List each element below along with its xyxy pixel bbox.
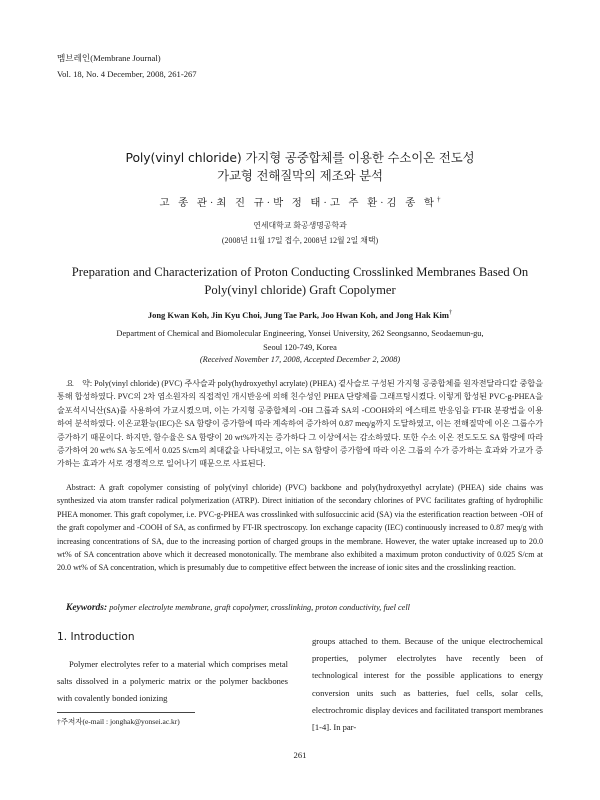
english-corresponding-mark: † <box>448 309 453 316</box>
korean-abstract <box>57 377 543 471</box>
english-title-line-2: Poly(vinyl chloride) Graft Copolymer <box>204 283 396 297</box>
english-abstract-text: A graft copolymer consisting of poly(vinyl chloride) (PVC) backbone and poly(hydroxyethyl acrylate) (PHEA) side chains was synthesized via atom transfer radical polymerization (ATRP). Direct initiation of the secondary chlorines of PVC facilitates grafting of hydrophilic PHEA monomer. This graft copolymer, i.e. PVC-g-PHEA was crosslinked with sulfosuccinic acid (SA) via the esterification reaction between -OH of the graft copolymer and -COOH of SA, as confirmed by FT-IR spectroscopy. Ion exchange capacity (IEC) continuously increased to 0.87 meq/g with increasing concentrations of SA, due to the increasing portion of charged groups in the membrane. However, the water uptake increased up to 20.0 wt% of SA concentration above which it decreased monotonically. The membrane also exhibited a maximum proton conductivity of 0.025 S/cm at 20.0 wt% of SA concentration, which is presumably due to competitive effect between the increase of ionic sites and the crosslinking reaction. <box>57 483 543 573</box>
korean-affiliation: 연세대학교 화공생명공학과 <box>253 221 347 230</box>
korean-title-line-2: 가교형 전해질막의 제조와 분석 <box>217 168 383 183</box>
received-dates: (Received November 17, 2008, Accepted December 2, 2008) <box>199 355 401 364</box>
intro-left-text: Polymer electrolytes refer to a material which comprises metal salts dissolved in a polymeric matrix or the polymer backbones with covalently bonded ionizing <box>57 659 288 704</box>
section-heading: 1. Introduction <box>57 631 135 643</box>
keywords <box>66 603 543 613</box>
corresponding-author-mark: † <box>436 195 441 204</box>
journal-name: 멤브레인(Membrane Journal) <box>57 53 161 63</box>
intro-left-column <box>57 656 288 708</box>
korean-title-line-1: Poly(vinyl chloride) 가지형 공중합체를 이용한 수소이온 전도성 <box>125 150 475 165</box>
english-title-line-1: Preparation and Characterization of Proton Conducting Crosslinked Membranes Based On <box>71 265 529 279</box>
intro-right-text: groups attached to them. Because of the unique electrochemical properties, polymer electrolytes have recently been of technological interest for the possible applications to energy conversion units such as batteries, fuel cells, solar cells, electrochromic display devices and facilitated transport membranes [1-4]. In par- <box>312 636 543 733</box>
english-authors-names: Jong Kwan Koh, Jin Kyu Choi, Jung Tae Park, Joo Hwan Koh, and Jong Hak Kim <box>147 309 449 320</box>
korean-authors-names: 고 종 관·최 진 규·박 정 태·고 주 환·김 종 학 <box>159 198 437 209</box>
footnote: †주저자(e-mail : jonghak@yonsei.ac.kr) <box>57 717 180 726</box>
korean-authors <box>40 194 560 209</box>
intro-right-column <box>312 633 543 736</box>
journal-volume: Vol. 18, No. 4 December, 2008, 261-267 <box>57 69 197 79</box>
english-abstract-label: Abstract: <box>66 483 96 492</box>
keywords-label: Keywords: <box>66 603 108 613</box>
footnote-rule <box>57 712 195 713</box>
english-abstract <box>57 481 543 575</box>
english-authors <box>40 309 560 320</box>
page-number: 261 <box>293 750 307 760</box>
keywords-text: polymer electrolyte membrane, graft copolymer, crosslinking, proton conductivity, fuel cell <box>109 603 410 612</box>
korean-abstract-label: 요 약: <box>66 379 93 388</box>
english-affiliation-line-2: Seoul 120-749, Korea <box>263 343 337 352</box>
korean-dates: (2008년 11월 17일 접수, 2008년 12월 2일 채택) <box>221 236 379 245</box>
english-affiliation-line-1: Department of Chemical and Biomolecular Engineering, Yonsei University, 262 Seongsanno, Seodaemun-gu, <box>116 329 484 338</box>
korean-abstract-text: Poly(vinyl chloride) (PVC) 주사슬과 poly(hydroxyethyl acrylate) (PHEA) 곁사슬로 구성된 가지형 공중합체를 원자전달라디칼 중합을 통해 합성하였다. PVC의 2차 염소원자의 직접적인 개시반응에 의해 친수성인 PHEA 단량체를 그래프팅시켰다. 이렇게 합성된 PVC-g-PHEA을 술포석시닉산(SA)를 사용하여 가교시켰으며, 이는 가지형 공중합체의 -OH 그룹과 SA의 -COOH와의 에스테르 반응임을 FT-IR 분광법을 이용하여 분석하였다. 이온교환능(IEC)은 SA 함량이 증가함에 따라 계속하여 증가하여 0.87 meq/g까지 도달하였고, 이는 전해질막에 이온 그룹수가 증가하기 때문이다. 하지만, 함수율은 SA 함량이 20 wt%까지는 증가하다 그 이상에서는 감소하였다. 또한 수소 이온 전도도도 SA 함량에 따라 증가하여 20 wt% SA 농도에서 0.025 S/cm의 최대값을 나타내었고, 이는 SA 함량이 증가함에 따라 이온 그룹의 수가 증가하는 효과와 가교가 증가하는 효과가 서로 경쟁적으로 일어나기 때문으로 사료된다. <box>57 379 543 469</box>
